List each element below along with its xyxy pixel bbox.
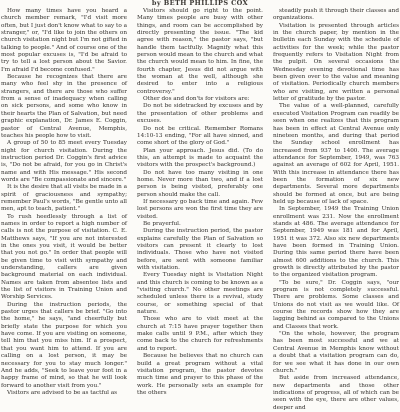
article-paragraph: If necessary go back time and again. Few lost persons are won the first time they are visited. (137, 198, 263, 220)
article-column-2 (137, 8, 263, 400)
article-paragraph: Because he recognizes that there are many who feel shy in the presence of strangers, and there are those who suffer from a sense of inadequacy when calling on sick persons, and some who know in their hearts the Plan of Salvation, but need graphic explanation, Dr. James E. Coggin, pastor of Central Avenue, Memphis, teaches his people how to visit. (1, 74, 127, 139)
article-column-1 (1, 8, 127, 400)
article-byline: by BETH PHILLIPS COX (151, 0, 249, 7)
article-paragraph: Visitors should go right to the point. Many times people are busy with other things, and room can be accomplished by directly presenting the issue. "The kid agree with reason," the pastor says, "but handle them tactfully. Magnify what this person would mean to the church and what the church would mean to him. In fine, the fourth chapter, Jesus did not argue with the woman at the well, although she desired to enter into a religious controversy." (137, 8, 263, 95)
article-paragraph: But aside from increased attendance, new departments and those other indications of progress, all of which can be seen with the eye, there are other values, deeper and (273, 375, 399, 411)
article-column-3 (273, 8, 399, 411)
article-paragraph: Because he believes that no church can build a great program without a vital visitation program, the pastor devotes much time and prayer to this phase of the work. He personally sets an example for the others (137, 353, 263, 396)
article-paragraph: Be prayerful. (143, 220, 181, 227)
article-paragraph: "On the whole, however, the program has been most successful and we at Central Avenue in Memphis know without a doubt that a visitation program can do, for we see what it has done in our own church." (273, 331, 399, 374)
article-columns (1, 8, 399, 411)
article-paragraph: In September, 1949 the Training Union enrollment was 231. Now the enrollment stands at 486. The average attendance for September, 1949 was 181 and for April, 1951 it was 372. Also six new departments have been formed in Training Union. During this same period there have been almost 600 additions to the church. This growth is directly attributed by the pastor to the organized visitation program. (273, 206, 399, 279)
article-paragraph: During the instruction period, the pastor explains carefully the Plan of Salvation so visitors can present it clearly to lost individuals. Those who have not visited before, are sent with someone familiar with visitation. (137, 228, 263, 272)
article-paragraph: To rush heedlessly through a list of names in order to report a high number of calls is not the purpose of visitation. C. E. Matthews says, "If you are not interested in the ones you visit, it would be better that you not go." In order that people will be given time to visit with sympathy and understanding, callers are given background material on each individual. Names are taken from absentee lists and the list of visitors in Training Union and Worship Services. (1, 213, 127, 301)
article-paragraph: steadily push it through their classes and organizations. (273, 8, 399, 22)
article-paragraph: Visitors are advised to be as tactful as (7, 389, 118, 396)
article-paragraph: Plan your approach. Jesus did. (To do this, an attempt is made to acquaint the visitors with the prospect's background.) (137, 147, 263, 169)
article-paragraph: During the instruction periods, the pastor urges that callers be brief. "Go into the home," he says, "and cheerfully but briefly state the purpose for which you have come. If you are visiting on someone, tell him that you miss him. If a prospect, that you want him to attend. If you are calling on a lost person, it may be necessary for you to stay much longer." And he adds, "Seek to leave your foot in a happy frame of mind, so that he will look forward to another visit from you." (1, 301, 127, 389)
article-paragraph: Do not be critical. Remember Romans 14:10-13 ending, "For all have sinned, and come short of the glory of God." (137, 125, 263, 147)
article-paragraph: Other dos and don'ts for visitors are: (143, 96, 250, 103)
article-paragraph: Those who are to visit meet at the church at 7:15 have prayer together then make calls until 9 P.M., after which they come back to the church for refreshments and to report. (137, 316, 263, 352)
article-paragraph: Do not have too many visiting in one home. Never more than two, and if a lost person is being visited, preferably one person should make the call. (137, 169, 263, 198)
article-paragraph: "To be sure," Dr. Coggin says, "our program is not completely successful. There are problems. Some classes and Unions do not visit as we would like. Of course the records show how they are lagging behind as compared to the Unions and Classes that work. (273, 279, 399, 330)
article-paragraph: It is the desire that all visits be made in a spirit of graciousness and sympathy; remember Paul's words, "Be gentle unto all men, apt to teach, patient." (1, 184, 127, 213)
article-paragraph: Do not be sidetracked by excuses and by the presentation of other problems and excuses. (137, 103, 263, 125)
article-paragraph: The value of a well-planned, carefully executed Visitation Program can readily be seen when one realizes that this program has been in effect at Central Avenue only nineteen months, and during that period the Sunday school enrollment has increased from 937 to 1400. The average attendance for September, 1949, was 763 against an average of 602 for April, 1951. With this increase in attendance there has been the formation of six new departments. Several more departments should be formed at once, but are being held up because of lack of space. (273, 103, 399, 205)
article-paragraph: Visitation is presented through articles in the church paper, by mention in the bulletin each Sunday with the schedule of activities for the week; while the pastor frequently refers to Visitation Night from the pulpit. On several occasions the Wednesday evening devotional time has been given over to the value and meaning of visitation. Periodically church members who are visiting, are written a personal letter of gratitude by the pastor. (273, 22, 399, 103)
article-paragraph: How many times have you heard a church member remark, "I'd visit more often, but I just don't know what to say to a stranger," or, "I'd like to join the others on church visitation night but I'm not gifted in talking to people." And of course one of the most popular excuses is, "I'd be afraid to try to tell a lost person about the Savior. I'm afraid I'd become confused." (1, 8, 127, 73)
article-paragraph: Every Tuesday night is Visitation Night and this church is coming to be known as a "visiting church." No other meetings are scheduled unless there is a revival, study course, or something special of that nature. (137, 272, 263, 316)
article-paragraph: A group of 50 to 85 meet every Tuesday night for church visitation. During the instruction period Dr. Coggin's first advice is, "Do not be afraid, for you go in Christ's name and with His message." His second words are "Be compassionate and sincere." (1, 140, 127, 183)
